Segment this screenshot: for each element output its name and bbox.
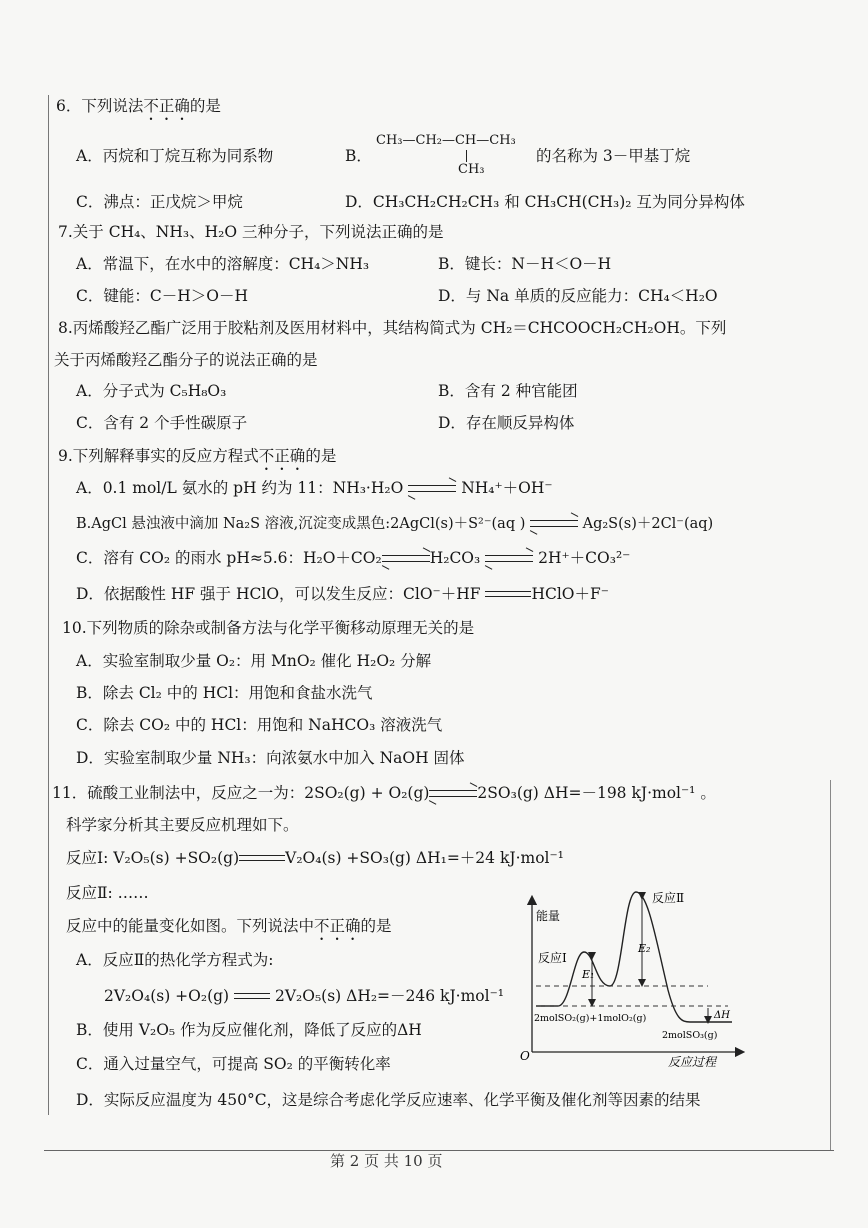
q6-structure-branch: CH₃ (458, 162, 485, 177)
q11-stem: 11．硫酸工业制法中，反应之一为：2SO₂(g) + O₂(g) 2SO₃(g) ΔH=－198 kJ·mol⁻¹ 。 (52, 783, 716, 803)
q7-option-d: D．与 Na 单质的反应能力：CH₄＜H₂O (438, 287, 718, 305)
page-footer: 第 2 页 共 10 页 (330, 1152, 443, 1170)
equals-sign (239, 853, 285, 865)
right-edge-line (830, 780, 831, 1150)
q10-option-c: C．除去 CO₂ 中的 HCl：用饱和 NaHCO₃ 溶液洗气 (76, 716, 443, 734)
q6-option-b-label: B． (345, 147, 372, 165)
q9-option-b: B.AgCl 悬浊液中滴加 Na₂S 溶液,沉淀变成黑色:2AgCl(s)＋S²⁻(aq ) Ag₂S(s)＋2Cl⁻(aq) (76, 514, 713, 534)
q11-option-b: B．使用 V₂O₅ 作为反应催化剂，降低了反应的ΔH (76, 1021, 422, 1039)
q6-structure-main: CH₃—CH₂—CH—CH₃ (376, 133, 516, 148)
q7-option-b: B．键长：N－H＜O－H (438, 255, 612, 273)
q10-stem: 10.下列物质的除杂或制备方法与化学平衡移动原理无关的是 (62, 619, 475, 637)
q11-option-a: A．反应Ⅱ的热化学方程式为: (76, 951, 274, 969)
peak1-label: 反应Ⅰ (538, 951, 567, 965)
q9-option-c: C．溶有 CO₂ 的雨水 pH≈5.6：H₂O＋CO₂ H₂CO₃ 2H⁺＋CO₃²⁻ (76, 548, 630, 568)
equilibrium-arrow (530, 518, 578, 530)
e2-label: E₂ (638, 942, 651, 955)
e1-label: E₁ (582, 968, 595, 981)
dh-label: ΔH (714, 1010, 730, 1021)
equilibrium-arrow (382, 553, 430, 565)
x-axis-label: 反应过程 (668, 1055, 717, 1069)
q8-option-b: B．含有 2 种官能团 (438, 382, 578, 400)
q11-reaction-1: 反应Ⅰ: V₂O₅(s) +SO₂(g) V₂O₄(s) +SO₃(g) ΔH₁=＋24 kJ·mol⁻¹ (66, 849, 564, 867)
q6-structure-bond (466, 150, 467, 162)
q6-option-b-tail: 的名称为 3－甲基丁烷 (536, 147, 691, 165)
q8-option-a: A．分子式为 C₅H₈O₃ (76, 382, 227, 400)
q11-line5: 反应中的能量变化如图。下列说法中不正确的是 (66, 917, 392, 935)
q6-stem: 6．下列说法不正确的是 (56, 97, 221, 115)
q6-option-c: C．沸点：正戊烷＞甲烷 (76, 193, 243, 211)
q11-option-d: D．实际反应温度为 450°C，这是综合考虑化学反应速率、化学平衡及催化剂等因素的结果 (76, 1091, 701, 1109)
q10-option-b: B．除去 Cl₂ 中的 HCl：用饱和食盐水洗气 (76, 684, 373, 702)
equals-sign (485, 589, 531, 601)
q7-stem: 7.关于 CH₄、NH₃、H₂O 三种分子，下列说法正确的是 (58, 223, 444, 241)
q8-option-c: C．含有 2 个手性碳原子 (76, 414, 248, 432)
peak2-label: 反应Ⅱ (652, 891, 685, 905)
q11-option-c: C．通入过量空气，可提高 SO₂ 的平衡转化率 (76, 1055, 391, 1073)
equilibrium-arrow (429, 788, 477, 800)
equilibrium-arrow (408, 483, 456, 495)
q6-option-a: A．丙烷和丁烷互称为同系物 (76, 147, 274, 165)
margin-line (48, 95, 49, 1115)
q11-line2: 科学家分析其主要反应机理如下。 (66, 816, 299, 834)
q9-stem: 9.下列解释事实的反应方程式不正确的是 (58, 447, 337, 465)
q10-option-d: D．实验室制取少量 NH₃：向浓氨水中加入 NaOH 固体 (76, 749, 465, 767)
q9-option-a: A．0.1 mol/L 氨水的 pH 约为 11：NH₃·H₂O NH₄⁺＋OH⁻ (76, 478, 553, 498)
origin-label: O (520, 1049, 530, 1063)
q8-stem-line1: 8.丙烯酸羟乙酯广泛用于胶粘剂及医用材料中，其结构简式为 CH₂＝CHCOOCH₂CH₂OH。下列 (58, 319, 727, 337)
q10-option-a: A．实验室制取少量 O₂：用 MnO₂ 催化 H₂O₂ 分解 (76, 652, 432, 670)
q8-option-d: D．存在顺反异构体 (438, 414, 575, 432)
equilibrium-arrow (485, 553, 533, 565)
q6-option-d: D．CH₃CH₂CH₂CH₃ 和 CH₃CH(CH₃)₂ 互为同分异构体 (345, 193, 745, 211)
q11-option-a-equation: 2V₂O₄(s) +O₂(g) 2V₂O₅(s) ΔH₂=－246 kJ·mol⁻¹ (104, 987, 504, 1005)
q11-reaction-2: 反应Ⅱ: …… (66, 884, 149, 902)
products-label: 2molSO₃(g) (662, 1030, 718, 1041)
y-axis-label: 能量 (536, 909, 561, 923)
q7-option-a: A．常温下，在水中的溶解度：CH₄＞NH₃ (76, 255, 370, 273)
q8-stem-line2: 关于丙烯酸羟乙酯分子的说法正确的是 (54, 351, 318, 369)
equals-sign (234, 991, 270, 1003)
q7-option-c: C．键能：C－H＞O－H (76, 287, 248, 305)
q9-option-d: D．依据酸性 HF 强于 HClO，可以发生反应：ClO⁻＋HF HClO＋F⁻ (76, 585, 609, 603)
reactants-label: 2molSO₂(g)+1molO₂(g) (534, 1013, 647, 1024)
energy-diagram (518, 880, 748, 1070)
